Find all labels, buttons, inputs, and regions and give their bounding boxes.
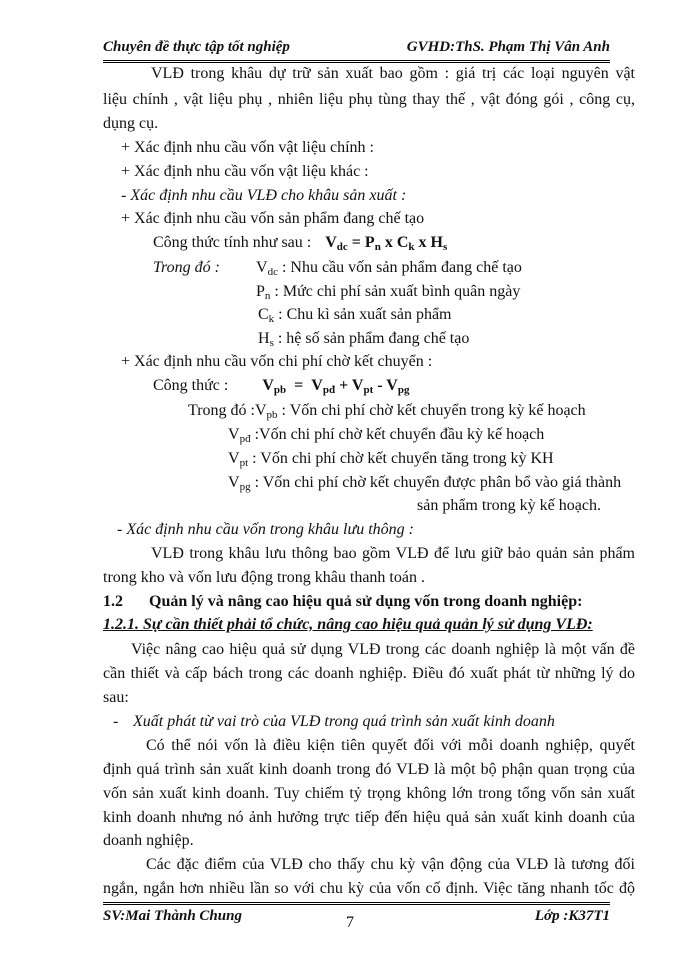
definition-line: $V_{pđ}$ :Vốn chi phí chờ kết chuyển đầu kỳ kế hoạch [228,426,545,445]
definition-line: $C_k$ : Chu kì sản xuất sản phẩm [258,306,452,325]
section-heading: 1.2 Quản lý và nâng cao hiệu quả sử dụng vốn trong doanh nghiệp: [103,593,583,610]
text-line: - Xác định nhu cầu VLĐ cho khâu sản xuất : [121,187,407,204]
definition-line: $V_{pg}$ : Vốn chi phí chờ kết chuyển được phân bổ vào giá thành [228,474,622,493]
formula-line: Công thức tính như sau : $V_{dc} = P_n$ x $C_k$ x $H_s$ [153,234,448,253]
text-line: doanh nghiệp. [103,832,194,849]
text-line: + Xác định nhu cầu vốn sản phẩm đang chế tạo [121,210,425,227]
definition-line: $V_{pt}$ : Vốn chi phí chờ kết chuyển tăng trong kỳ KH [228,450,554,469]
text-line: Có thể nói vốn là điều kiện tiên quyết đối với mỗi doanh nghiệp, quyết [146,737,635,754]
text-line: liệu chính , vật liệu phụ , nhiên liệu phụ tùng thay thế , vật đóng gói , công cụ, [103,91,635,108]
definition-line: Trong đó : [153,259,220,276]
text-line: Các đặc điểm của VLĐ cho thấy chu kỳ vận động của VLĐ là tương đối [146,856,635,873]
text-line: kinh doanh nhưng nó ảnh hưởng trực tiếp đến hiệu quả sản xuất kinh doanh của [103,809,635,826]
text-line: VLĐ trong khâu lưu thông bao gồm VLĐ để lưu giữ bảo quản sản phẩm [151,545,635,562]
text-line: vốn sản xuất kinh doanh. Tuy chiếm tỷ trọng không lớn trong tổng vốn sản xuất [103,785,635,802]
text-line: trong kho và vốn lưu động trong khâu thanh toán . [103,569,425,586]
text-line: định quá trình sản xuất kinh doanh trong đó VLĐ là một bộ phận quan trọng của [103,761,635,778]
definition-line: Trong đó $:V_{pb}$ : Vốn chi phí chờ kết chuyển trong kỳ kế hoạch [188,402,586,421]
header-left: Chuyên đề thực tập tốt nghiệp [103,39,290,55]
header-right: GVHD:ThS. Phạm Thị Vân Anh [406,39,610,55]
text-line: sau: [103,689,129,706]
bullet-line: - Xuất phát từ vai trò của VLĐ trong quá trình sản xuất kinh doanh [113,713,555,730]
definition-line: $V_{dc}$ : Nhu cầu vốn sản phẩm đang chế tạo [256,259,522,278]
text-line: VLĐ trong khâu dự trữ sản xuất bao gồm : giá trị các loại nguyên vật [151,65,635,82]
text-line: + Xác định nhu cầu vốn vật liệu chính : [121,139,374,156]
footer-left: SV:Mai Thành Chung [103,908,242,924]
formula-vdc: $V_{dc} = P_n$ x $C_k$ x $H_s$ [325,234,448,253]
footer-right: Lớp :K37T1 [534,908,610,924]
text-line: cần thiết và cấp bách trong các doanh nghiệp. Điều đó xuất phát từ những lý do [103,665,635,682]
text-line: Việc nâng cao hiệu quả sử dụng VLĐ trong các doanh nghiệp là một vấn đề [131,641,635,658]
text-line: ngắn, ngắn hơn nhiều lần so với chu kỳ của vốn cố định. Việc tăng nhanh tốc độ [103,880,635,897]
text-line: + Xác định nhu cầu vốn chi phí chờ kết chuyển : [121,353,433,370]
definition-line: $P_n$ : Mức chi phí sản xuất bình quân ngày [256,283,521,302]
text-line: dụng cụ. [103,115,159,132]
formula-vpb: $V_{pb} = V_{pđ} + V_{pt} - V_{pg}$ [262,377,410,396]
text-line: sản phẩm trong kỳ kế hoạch. [417,497,601,514]
definition-line: $H_s$ : hệ số sản phẩm đang chế tạo [258,330,470,349]
text-line: + Xác định nhu cầu vốn vật liệu khác : [121,163,369,180]
page-header [103,34,610,63]
page-number: 7 [346,914,354,931]
subsection-heading: 1.2.1. Sự cần thiết phải tổ chức, nâng cao hiệu quả quản lý sử dụng VLĐ: [103,616,593,633]
formula-line: Công thức : $V_{pb} = V_{pđ} + V_{pt} - V_{pg}$ [153,377,410,396]
text-line: - Xác định nhu cầu vốn trong khâu lưu thông : [117,521,414,538]
